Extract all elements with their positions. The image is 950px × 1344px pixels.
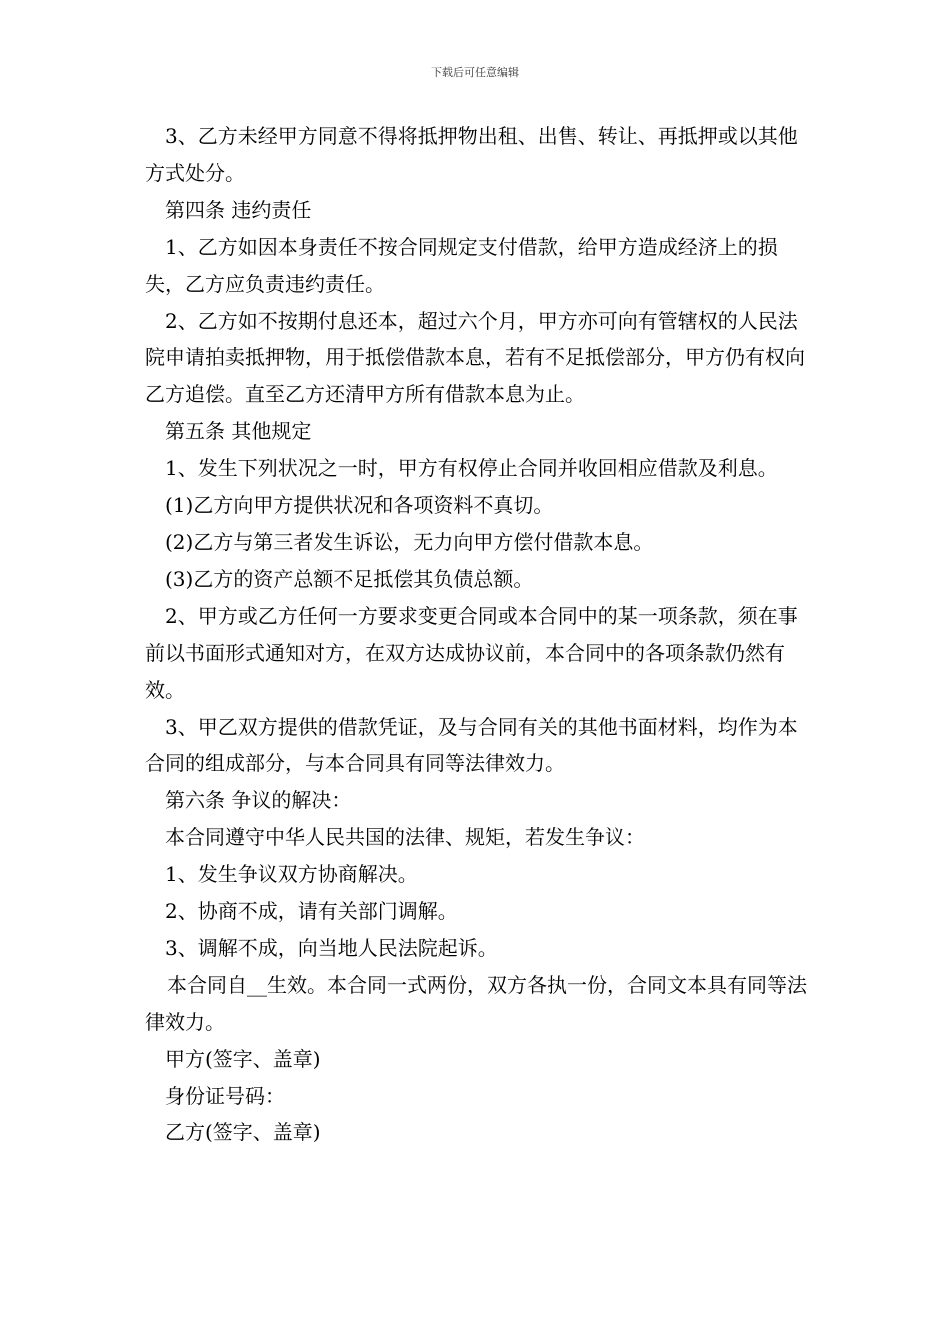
article-5-item-3: 3、甲乙双方提供的借款凭证，及与合同有关的其他书面材料，均作为本合同的组成部分，与本合同具有同等法律效力。 [145, 714, 798, 776]
article-5-sub-3: (3)乙方的资产总额不足抵偿其负债总额。 [165, 566, 534, 591]
article-4-item-1: 1、乙方如因本身责任不按合同规定支付借款，给甲方造成经济上的损失，乙方应负责违约责任。 [145, 234, 778, 296]
party-a-signature: 甲方(签字、盖章) [165, 1046, 321, 1071]
article-6-heading: 第六条 争议的解决： [165, 788, 352, 813]
party-b-signature: 乙方(签字、盖章) [165, 1120, 321, 1145]
article-5-sub-2: (2)乙方与第三者发生诉讼，无力向甲方偿付借款本息。 [165, 529, 654, 554]
article-4-heading: 第四条 违约责任 [165, 197, 312, 222]
article-6-intro: 本合同遵守中华人民共国的法律、规矩，若发生争议： [165, 825, 645, 850]
document-body [145, 118, 807, 1151]
article-5-heading: 第五条 其他规定 [165, 419, 312, 444]
clause-3-disposal: 3、乙方未经甲方同意不得将抵押物出租、出售、转让、再抵押或以其他方式处分。 [145, 124, 798, 185]
article-6-item-3: 3、调解不成，向当地人民法院起诉。 [165, 935, 498, 960]
article-5-item-1: 1、发生下列状况之一时，甲方有权停止合同并收回相应借款及利息。 [165, 456, 778, 481]
article-5-sub-1: (1)乙方向甲方提供状况和各项资料不真切。 [165, 493, 554, 518]
page-header: 下载后可任意编辑 [431, 66, 519, 79]
article-6-item-1: 1、发生争议双方协商解决。 [165, 862, 418, 887]
id-number-line: 身份证号码： [165, 1083, 285, 1108]
effective-clause: 本合同自__生效。本合同一式两份，双方各执一份，合同文本具有同等法律效力。 [145, 972, 807, 1034]
article-5-item-2: 2、甲方或乙方任何一方要求变更合同或本合同中的某一项条款，须在事前以书面形式通知对方，在双方达成协议前，本合同中的各项条款仍然有效。 [145, 603, 798, 702]
article-4-item-2: 2、乙方如不按期付息还本，超过六个月，甲方亦可向有管辖权的人民法院申请拍卖抵押物，用于抵偿借款本息，若有不足抵偿部分，甲方仍有权向乙方追偿。直至乙方还清甲方所有借款本息为止。 [145, 308, 805, 407]
article-6-item-2: 2、协商不成，请有关部门调解。 [165, 899, 458, 924]
